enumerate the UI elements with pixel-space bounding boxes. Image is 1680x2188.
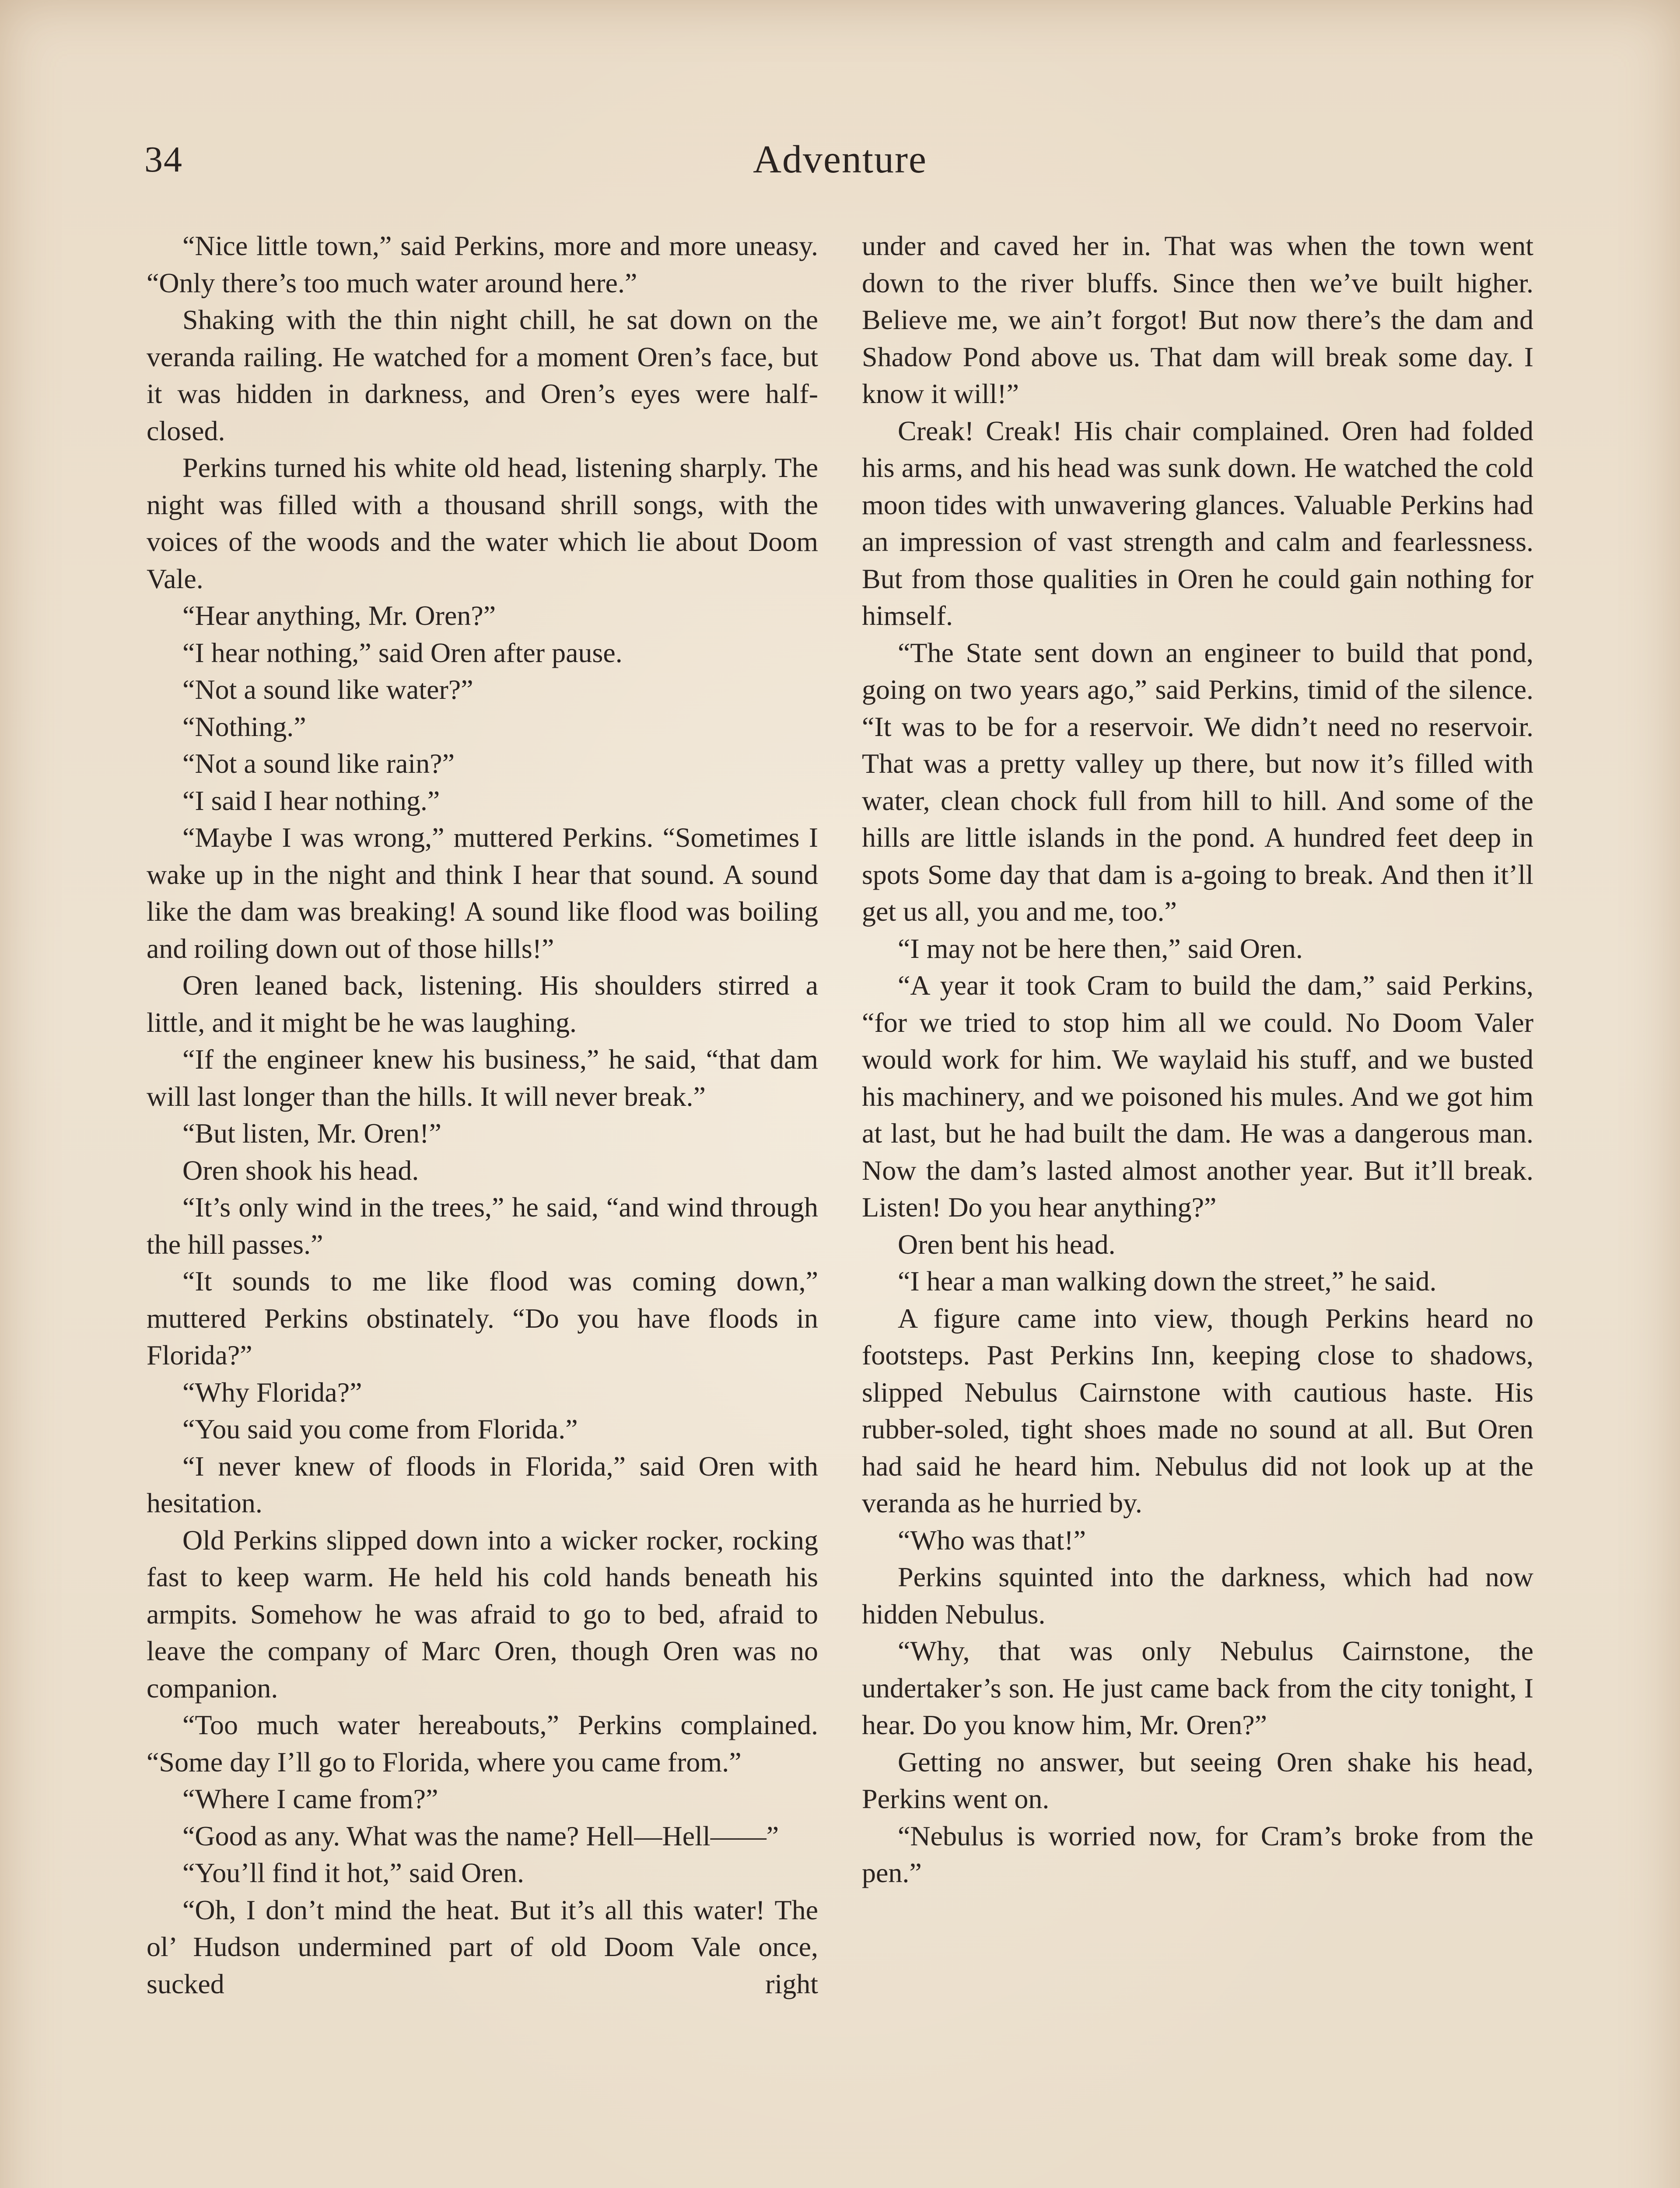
paragraph: “I hear a man walking down the street,” he said. (898, 1266, 1437, 1297)
paragraph: A figure came into view, though Perkins heard no footsteps. Past Perkins Inn, keeping close to shadows, slipped Nebulus Cairnstone with cautious haste. His rubber-soled, tight shoes made no sound at all. But Oren had said he heard him. Nebulus did not look up at the veranda as he hurried by. (862, 1302, 1533, 1518)
paragraph: “Who was that!” (898, 1524, 1086, 1556)
paragraph: “Where I came from?” (182, 1783, 438, 1814)
paragraph: “Hear anything, Mr. Oren?” (182, 600, 496, 631)
paragraph: “Not a sound like rain?” (182, 748, 455, 779)
left-column (147, 228, 818, 2188)
right-column (862, 228, 1533, 2188)
paragraph: “It’s only wind in the trees,” he said, “and wind through the hill passes.” (147, 1192, 818, 1260)
paragraph: “A year it took Cram to build the dam,” said Perkins, “for we tried to stop him all we could. No Doom Valer would work for him. We waylaid his stuff, and we busted his machinery, and we poisoned his mules. And we got him at last, but he had built the dam. He was a dangerous man. Now the dam’s lasted almost another year. But it’ll break. Listen! Do you hear anything?” (862, 970, 1533, 1223)
paragraph: “I said I hear nothing.” (182, 785, 440, 816)
paragraph: Oren shook his head. (182, 1154, 419, 1186)
paragraph: “Too much water hereabouts,” Perkins complained. “Some day I’ll go to Florida, where you came from.” (147, 1709, 818, 1778)
paragraph: Old Perkins slipped down into a wicker rocker, rocking fast to keep warm. He held his cold hands beneath his armpits. Somehow he was afraid to go to bed, afraid to leave the company of Marc Oren, though Oren was no companion. (147, 1524, 818, 1704)
paragraph: “Why Florida?” (182, 1376, 362, 1408)
paragraph: under and caved her in. That was when the town went down to the river bluffs. Since then we’ve built higher. Believe me, we ain’t forgot! But now there’s the dam and Shadow Pond above us. That dam will break some day. I know it will!” (862, 230, 1533, 409)
paragraph: “I never knew of floods in Florida,” said Oren with hesitation. (147, 1450, 818, 1518)
page-number: 34 (144, 139, 183, 180)
paragraph: Perkins squinted into the darkness, which had now hidden Nebulus. (862, 1561, 1533, 1630)
paragraph: “It sounds to me like flood was coming down,” muttered Perkins obstinately. “Do you have floods in Florida?” (147, 1266, 818, 1371)
paragraph: Creak! Creak! His chair complained. Oren had folded his arms, and his head was sunk down. He watched the cold moon tides with unwavering glances. Valuable Perkins had an impression of vast strength and calm and fearlessness. But from those qualities in Oren he could gain nothing for himself. (862, 415, 1533, 631)
paragraph: “Why, that was only Nebulus Cairnstone, the undertaker’s son. He just came back from the city tonight, I hear. Do you know him, Mr. Oren?” (862, 1635, 1533, 1740)
paragraph: “You’ll find it hot,” said Oren. (182, 1857, 524, 1888)
paragraph: “Nice little town,” said Perkins, more and more uneasy. “Only there’s too much water around here.” (147, 230, 818, 298)
story-text (147, 228, 1542, 2188)
paragraph: “Maybe I was wrong,” muttered Perkins. “Sometimes I wake up in the night and think I hear that sound. A sound like the dam was breaking! A sound like flood was boiling and roiling down out of those hills!” (147, 822, 818, 964)
paragraph: “The State sent down an engineer to build that pond, going on two years ago,” said Perkins, timid of the silence. “It was to be for a reservoir. We didn’t need no reservoir. That was a pretty valley up there, but now it’s filled with water, clean chock full from hill to hill. And some of the hills are little islands in the pond. A hundred feet deep in spots Some day that dam is a-going to break. And then it’ll get us all, you and me, too.” (862, 637, 1533, 927)
paragraph: “Nothing.” (182, 711, 306, 742)
paragraph: Perkins turned his white old head, listening sharply. The night was filled with a thousand shrill songs, with the voices of the woods and the water which lie about Doom Vale. (147, 452, 818, 594)
paragraph: “Oh, I don’t mind the heat. But it’s all this water! The ol’ Hudson undermined part of old Doom Vale once, sucked right (147, 1894, 818, 1999)
paragraph: Shaking with the thin night chill, he sat down on the veranda railing. He watched for a moment Oren’s face, but it was hidden in darkness, and Oren’s eyes were half-closed. (147, 304, 818, 446)
paragraph: Getting no answer, but seeing Oren shake his head, Perkins went on. (862, 1746, 1533, 1814)
running-title: Adventure (753, 138, 927, 181)
paragraph: “But listen, Mr. Oren!” (182, 1118, 441, 1149)
paragraph: “Nebulus is worried now, for Cram’s broke from the pen.” (862, 1820, 1533, 1888)
paragraph: Oren bent his head. (898, 1228, 1116, 1260)
paragraph: “You said you come from Florida.” (182, 1413, 578, 1445)
paragraph: “Good as any. What was the name? Hell—Hell——” (182, 1820, 779, 1851)
page-header (144, 136, 1536, 184)
paragraph: “I hear nothing,” said Oren after pause. (182, 637, 623, 668)
paragraph: “I may not be here then,” said Oren. (898, 933, 1303, 964)
paragraph: “Not a sound like water?” (182, 674, 473, 705)
paragraph: “If the engineer knew his business,” he said, “that dam will last longer than the hills. It will never break.” (147, 1044, 818, 1112)
paragraph: Oren leaned back, listening. His shoulders stirred a little, and it might be he was laughing. (147, 970, 818, 1038)
